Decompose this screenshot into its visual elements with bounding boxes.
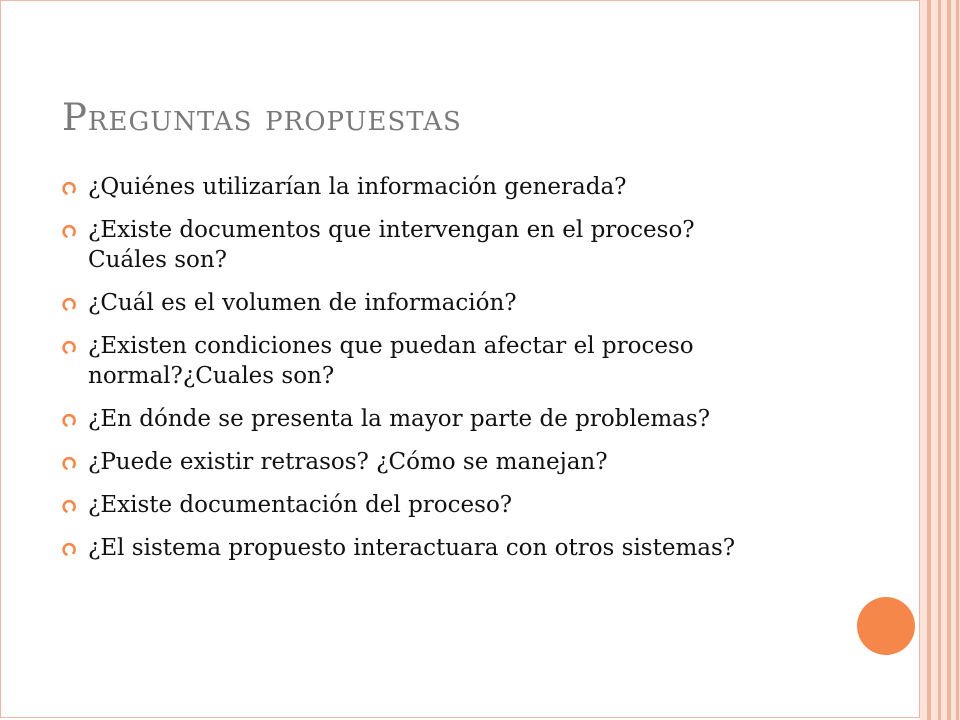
bullet-item — [62, 490, 752, 520]
bullet-text: ¿Cuál es el volumen de información? — [88, 290, 517, 316]
bullet-item — [62, 404, 752, 434]
bullet-text: ¿Existen condiciones que puedan afectar el proceso normal?¿Cuales son? — [88, 333, 694, 389]
bullet-text: ¿En dónde se presenta la mayor parte de problemas? — [88, 406, 711, 432]
decorative-circle — [857, 597, 915, 655]
bullet-item — [62, 533, 752, 563]
bullet-ring-icon — [62, 456, 76, 470]
bullet-text: ¿Quiénes utilizarían la información generada? — [88, 174, 627, 200]
stripe — [956, 0, 959, 720]
bullet-item — [62, 215, 752, 275]
bullet-text: ¿Existe documentos que intervengan en el proceso? Cuáles son? — [88, 217, 695, 273]
bullet-ring-icon — [62, 181, 76, 195]
bullet-item — [62, 172, 752, 202]
slide-title: Preguntas propuestas — [62, 96, 462, 139]
bullet-ring-icon — [62, 413, 76, 427]
stripe — [938, 0, 941, 720]
bullet-ring-icon — [62, 297, 76, 311]
bullet-list — [62, 172, 752, 576]
bullet-item — [62, 331, 752, 391]
right-decorative-stripes — [920, 0, 960, 720]
bullet-ring-icon — [62, 340, 76, 354]
bullet-item — [62, 447, 752, 477]
stripe — [947, 0, 951, 720]
stripe — [927, 0, 931, 720]
bullet-ring-icon — [62, 542, 76, 556]
bullet-text: ¿Puede existir retrasos? ¿Cómo se manejan? — [88, 449, 608, 475]
bullet-text: ¿El sistema propuesto interactuara con otros sistemas? — [88, 535, 736, 561]
bullet-text: ¿Existe documentación del proceso? — [88, 492, 513, 518]
bullet-ring-icon — [62, 499, 76, 513]
bullet-ring-icon — [62, 224, 76, 238]
bullet-item — [62, 288, 752, 318]
